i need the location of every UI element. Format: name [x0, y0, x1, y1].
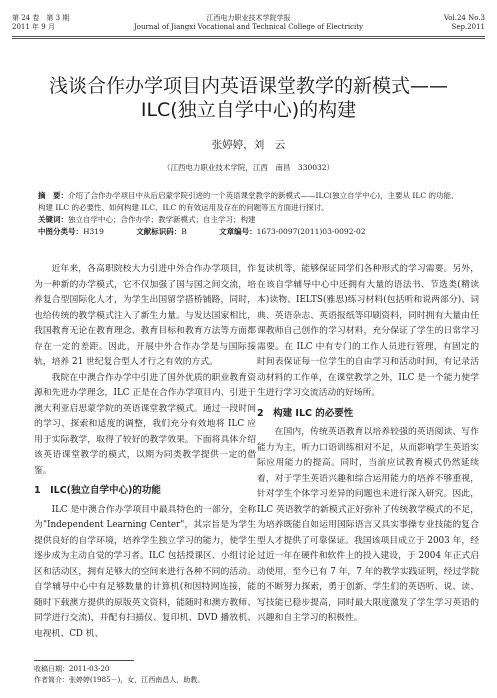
keywords-label: 关键词：: [38, 215, 68, 224]
section-heading-2: 2 构建 ILC 的必要性: [257, 407, 354, 419]
cls-value: H319: [83, 227, 104, 236]
title-line-1: 浅谈合作办学项目内英语课堂教学的新模式——: [48, 75, 448, 97]
right-column: [257, 262, 479, 627]
keywords-text: 独立自学中心；合作办学；教学新模式；自主学习；构建: [68, 215, 256, 224]
left-column: [34, 262, 256, 642]
body-paragraph: 我院在中澳合作办学中引进了国外优质的职业教育资源和先进办学理念，ILC 正是在合作办学项目内、引进于澳大利亚启思蒙学院的英语课堂教学模式。通过一段时间的学习、探索和适度的调整，我们充分有效地将 ILC 应用于实际教学，取得了较好的教学效果。下面将具体介绍该英语课堂教学的模式，以期为同类教学提供一定的借鉴。: [34, 372, 256, 476]
header-right: [444, 14, 485, 32]
header-rule-thin: [12, 38, 485, 39]
abstract: [38, 190, 459, 214]
header-center: [132, 14, 365, 32]
abstract-label: 摘 要：: [38, 191, 68, 200]
publication-date: 2011 年 9 月: [12, 23, 55, 31]
body-paragraph: ILC 是中澳合作办学项目中最具特色的一部分，全称为"Independent Learning Center"，其宗旨是为学生提供良好的自学环境，培养学生独立学习的能力，使学生逐步成为主动自觉的学习者。ILC 包括授课区、小组讨论区和活动区，拥有足够大的空间来进行各种不同的活动。自学辅导中心中有足够数量的计算机(和因特网连接，能随时下载澳方提供的原版英文资料，能随时和澳方教师、同学进行交流)，并配有扫描仪、复印机、DVD 播放机、电视机、CD 机、: [34, 504, 256, 639]
volume-issue: 第 24 卷 第 3 期: [12, 14, 70, 22]
volume-en: Vol.24 No.3: [443, 14, 485, 22]
journal-name-cn: 江西电力职业技术学院学报: [206, 14, 291, 22]
doc-label: 文献标识码：: [136, 227, 182, 236]
journal-name-en: Journal of Jiangxi Vocational and Technical College of Electricity: [134, 23, 363, 31]
title-line-2: ILC(独立自学中心)的构建: [140, 99, 357, 121]
article-meta: [38, 190, 459, 238]
affiliation: （江西电力职业技术学院，江西 南昌 330032）: [162, 163, 335, 172]
footnote: [34, 660, 256, 686]
section-heading-1: 1 ILC(独立自学中心)的功能: [34, 485, 161, 496]
article-title: [20, 74, 477, 122]
date-en: Sep.2011: [451, 23, 485, 31]
authors: 张婷婷，刘 云: [211, 139, 286, 151]
body-paragraph: 近年来，各高职院校大力引进中外合作办学项目，作为一种新的办学模式，它不仅加强了国与国之间交流，培养复合型国际化人才，为学生出国留学搭桥铺路，同时，也给传统的教学模式注入了新生力量。与发达国家相比，我国教育无论在教育理念、教育目标和教育方法等方面都存在一定的差距。因此，开展中外合作办学是与国际接轨，培养 21 世纪复合型人才行之有效的方式。: [34, 264, 256, 367]
classification-line: [38, 226, 459, 238]
author-bio: 作者简介：张婷婷(1985－)，女，江西南昌人，助教。: [34, 676, 205, 684]
body-paragraph: 复读机等，能够保证同学们各种形式的学习需要。另外，在该自学辅导中心中还拥有大量的语法书、节选类(精读本)读物、IELTS(雅思)练习材料(包括听和说两部分)、词典、英语杂志、英语报纸等印刷资料，同时拥有大量由任课教师自己创作的学习材料，充分保证了学生的日常学习需要。在 ILC 中有专门的工作人员进行管理，有固定的时间表保证每一位学生的自由学习和活动时间，有记录活动材料的工作单，在课堂教学之外，ILC 是一个能力使学生进行学习交流活动的好场所。: [257, 264, 479, 398]
body-paragraph: 在国内，传统英语教育以培养较强的英语阅读、写作能力为主，听力口语训练相对不足，从而影响学生英语实际应用能力的提高。同时，当前应试教育模式仍然延续着，对于学生英语兴趣和综合运用能力的培养不够重视，针对学生个体学习差异的问题也未进行深入研究。因此，ILC 英语教学的新模式正好弥补了传统教学模式的不足，为培养既能自如运用国际语言又具实事操专业技能的复合型人才提供了可靠保证。我国该项目成立于 2003 年，经过近一年在硬件和软件上的投入建设，于 2004 年正式启动使用，至今已有 7 年，7 年的教学实践证明，经过学院的不断努力探索，勇于创新，学生们的英语听、说、读、写技能已稳步提高，同时最大限度激发了学生学习英语的兴趣和自主学习的积极性。: [257, 427, 479, 623]
art-label: 文章编号：: [219, 227, 257, 236]
abstract-text: 介绍了合作办学项目中从后启蒙学院引进的一个英语课堂教学的新模式——ILC(独立自学中心)，主要从 ILC 的功能、构建 ILC 的必要性、如何构建 ILC、ILC 的有效运用及存在的问题等五方面进行探讨。: [38, 191, 459, 212]
cls-label: 中图分类号：: [38, 227, 83, 236]
header-rule: [12, 36, 485, 37]
received-date: 收稿日期：2011-03-20: [34, 665, 110, 673]
art-value: 1673-0097(2011)03-0092-02: [256, 227, 366, 236]
footnote-rule: [34, 660, 134, 661]
keywords: [38, 214, 459, 226]
header-left: [12, 14, 69, 32]
doc-value: B: [181, 227, 187, 236]
